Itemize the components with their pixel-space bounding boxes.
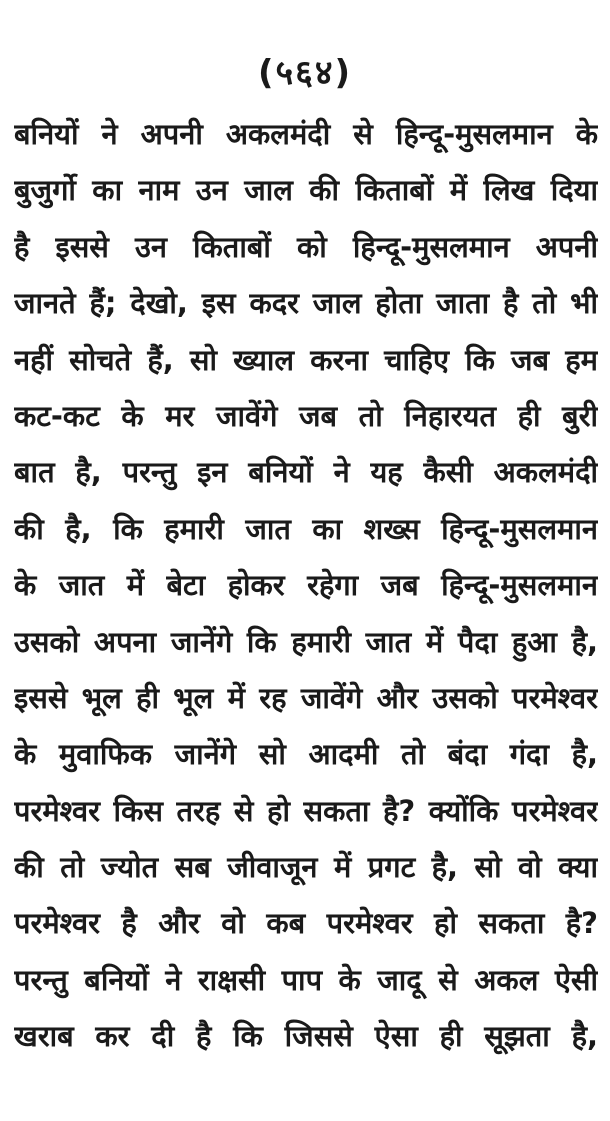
page-number: (५६४)	[257, 53, 353, 93]
body-text	[14, 106, 598, 1065]
text-line: जानते हैं; देखो, इस कदर जाल होता जाता है तो भी	[14, 286, 598, 321]
text-line: नहीं सोचते हैं, सो ख्याल करना चाहिए कि जब हम	[14, 342, 598, 377]
text-line: के मुवाफिक जानेंगे सो आदमी तो बंदा गंदा है,	[14, 737, 598, 772]
text-line: परमेश्वर किस तरह से हो सकता है? क्योंकि परमेश्वर	[14, 793, 598, 828]
text-line: खराब कर दी है कि जिससे ऐसा ही सूझता है,	[14, 1019, 598, 1054]
text-line: बुजुर्गो का नाम उन जाल की किताबों में लिख दिया	[14, 173, 598, 208]
text-line: परमेश्वर है और वो कब परमेश्वर हो सकता है?	[14, 906, 598, 941]
text-line: परन्तु बनियों ने राक्षसी पाप के जादू से अकल ऐसी	[14, 962, 598, 997]
text-line: है इससे उन किताबों को हिन्दू-मुसलमान अपनी	[14, 229, 598, 264]
text-line: की तो ज्योत सब जीवाजून में प्रगट है, सो वो क्या	[14, 850, 598, 885]
text-line: बनियों ने अपनी अकलमंदी से हिन्दू-मुसलमान के	[14, 117, 598, 151]
text-line: उसको अपना जानेंगे कि हमारी जात में पैदा हुआ है,	[14, 624, 598, 659]
text-line: की है, कि हमारी जात का शख्स हिन्दू-मुसलमान	[14, 511, 598, 546]
text-line: कट-कट के मर जावेंगे जब तो निहारयत ही बुरी	[14, 398, 598, 433]
text-line: इससे भूल ही भूल में रह जावेंगे और उसको परमेश्वर	[14, 680, 598, 715]
text-line: के जात में बेटा होकर रहेगा जब हिन्दू-मुसलमान	[14, 568, 598, 603]
text-line: बात है, परन्तु इन बनियों ने यह कैसी अकलमंदी	[14, 455, 598, 490]
